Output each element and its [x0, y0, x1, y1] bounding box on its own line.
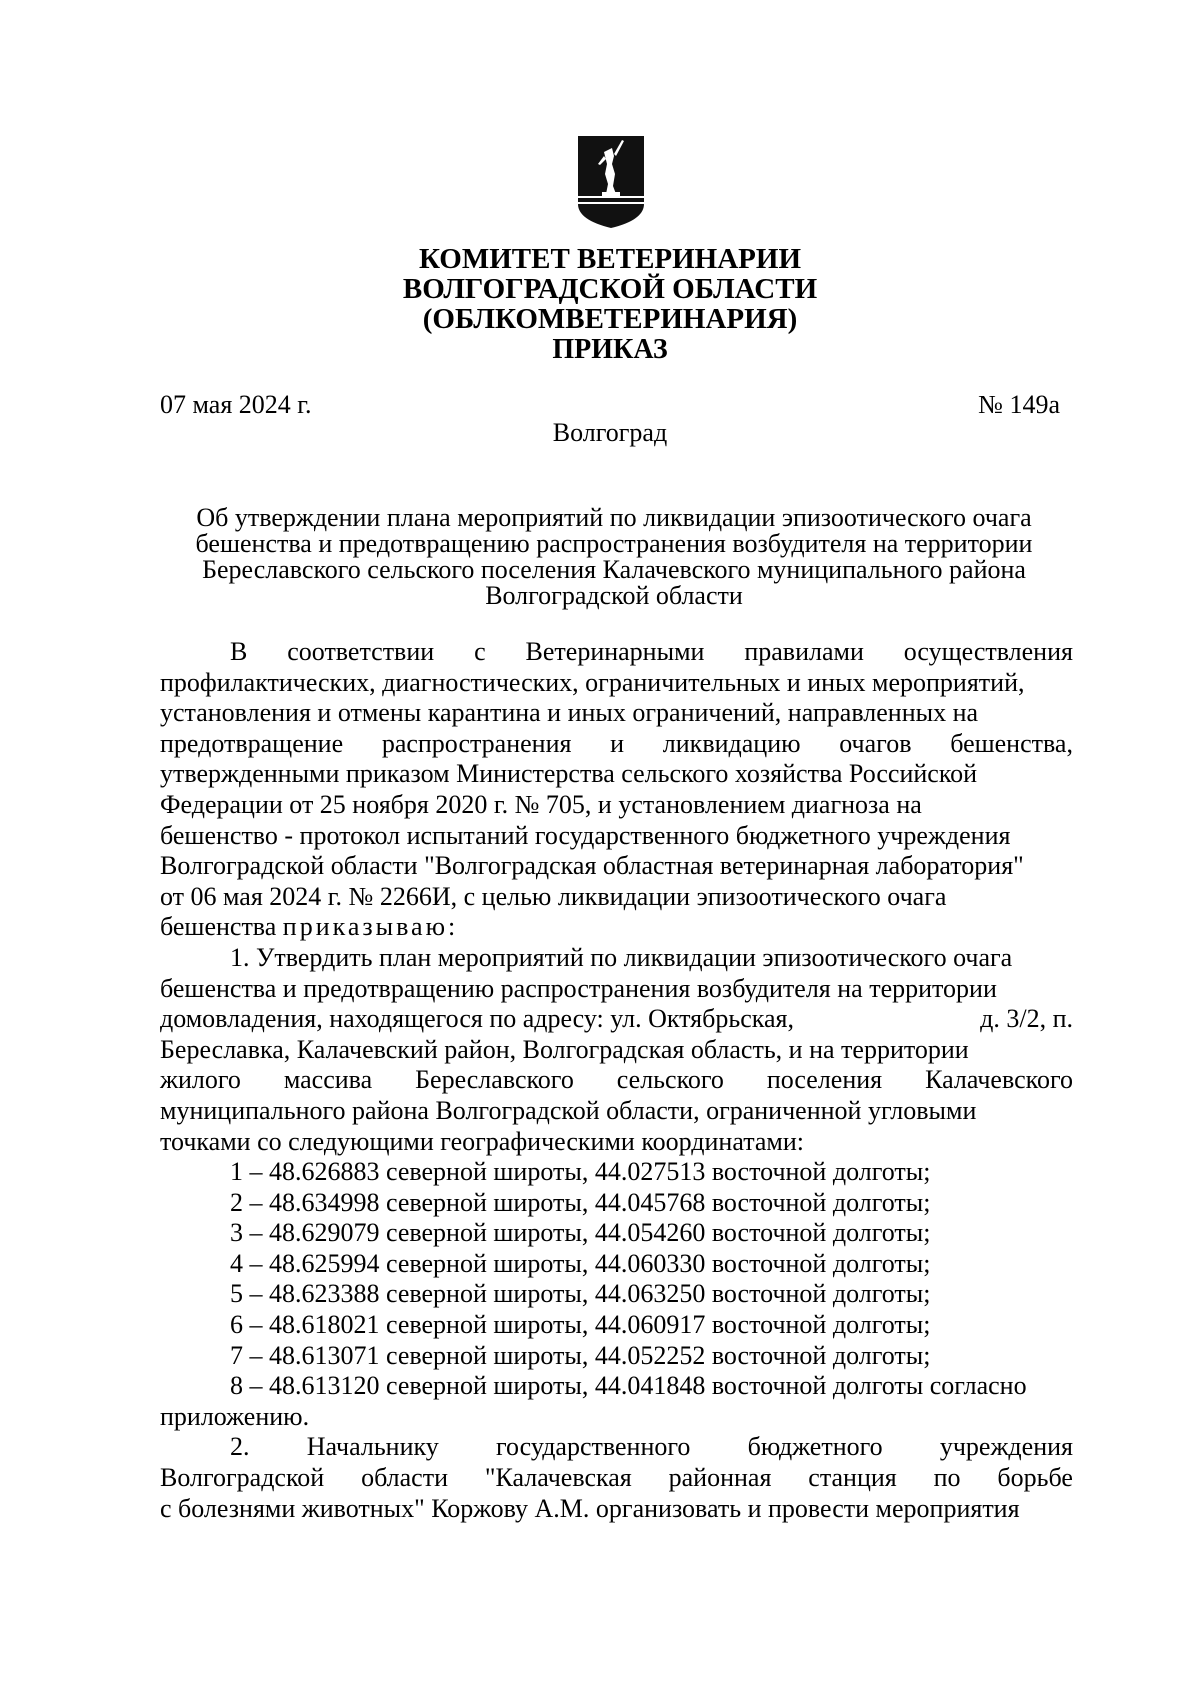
word: Волгоградской — [160, 1463, 325, 1493]
coordinate-line: 4 – 48.625994 северной широты, 44.060330 восточной долготы; — [230, 1248, 931, 1278]
word: В — [230, 637, 248, 666]
word: станция — [808, 1463, 897, 1493]
item1-line: приложению. — [160, 1401, 310, 1431]
word: по — [933, 1463, 961, 1493]
address-part: домовладения, находящегося по адресу: ул. Октябрьская, — [160, 1004, 795, 1034]
word: распространения — [381, 728, 572, 758]
subject-line: Об утверждении плана мероприятий по ликвидации эпизоотического очага — [196, 503, 1032, 532]
document-body — [160, 637, 1073, 1524]
word: бешенства, — [950, 728, 1073, 758]
word: и — [610, 728, 625, 758]
item1-line — [160, 1065, 1073, 1096]
subject-line: бешенства и предотвращению распространения возбудителя на территории — [195, 529, 1033, 558]
word: соответствии — [287, 637, 435, 666]
word: районная — [668, 1463, 772, 1493]
subject-line: Волгоградской области — [485, 581, 743, 610]
coordinate-line: 5 – 48.623388 северной широты, 44.063250 восточной долготы; — [230, 1279, 931, 1309]
preamble-line: утвержденными приказом Министерства сельского хозяйства Российской — [160, 759, 978, 789]
word: борьбе — [997, 1463, 1073, 1493]
word: Начальнику — [306, 1432, 439, 1462]
word: очагов — [839, 728, 912, 758]
document-date: 07 мая 2024 г. — [160, 390, 312, 419]
word: с — [474, 637, 486, 666]
preamble-line — [160, 637, 1073, 668]
word: массива — [283, 1065, 373, 1095]
word: правилами — [744, 637, 864, 666]
coordinate-line: 7 – 48.613071 северной широты, 44.052252 восточной долготы; — [230, 1340, 931, 1370]
item1-line: Береславка, Калачевский район, Волгоградская область, и на территории — [160, 1034, 969, 1064]
org-name-line-2: ВОЛГОГРАДСКОЙ ОБЛАСТИ — [402, 273, 818, 305]
word: государственного — [495, 1432, 691, 1462]
organization-header — [160, 244, 1060, 334]
word: Калачевского — [925, 1065, 1073, 1095]
word: предотвращение — [160, 728, 344, 758]
word: области — [361, 1463, 448, 1493]
item2-line — [160, 1432, 1073, 1463]
subject-line: Береславского сельского поселения Калачевского муниципального района — [202, 555, 1026, 584]
coordinate-line: 3 – 48.629079 северной широты, 44.054260 восточной долготы; — [230, 1218, 931, 1248]
word: Береславского — [415, 1065, 574, 1095]
document-number: № 149а — [978, 390, 1060, 419]
preamble-line: профилактических, диагностических, ограничительных и иных мероприятий, — [160, 667, 1025, 697]
document-type-title: ПРИКАЗ — [552, 334, 668, 365]
word: сельского — [616, 1065, 724, 1095]
preamble-line: установления и отмены карантина и иных ограничений, направленных на — [160, 698, 979, 728]
org-name-line-1: КОМИТЕТ ВЕТЕРИНАРИИ — [418, 243, 802, 275]
preamble-line — [160, 912, 1073, 943]
word: учреждения — [939, 1432, 1073, 1462]
word: 2. — [230, 1432, 250, 1462]
coordinate-line: 2 – 48.634998 северной широты, 44.045768 восточной долготы; — [230, 1187, 931, 1217]
document-city: Волгоград — [552, 418, 668, 447]
item1-line: точками со следующими географическими координатами: — [160, 1126, 805, 1156]
word: ликвидацию — [662, 728, 801, 758]
word: бешенства — [160, 912, 283, 942]
document-subject — [160, 505, 1068, 609]
item2-line: с болезнями животных" Коржову А.М. организовать и провести мероприятия — [160, 1493, 1020, 1523]
word: жилого — [160, 1065, 241, 1095]
word: осуществления — [903, 637, 1073, 666]
preamble-line: от 06 мая 2024 г. № 2266И, с целью ликвидации эпизоотического очага — [160, 881, 947, 911]
preamble-line: бешенство - протокол испытаний государственного бюджетного учреждения — [160, 820, 1011, 850]
item1-line: 1. Утвердить план мероприятий по ликвидации эпизоотического очага — [230, 942, 1013, 972]
item1-line: бешенства и предотвращению распространения возбудителя на территории — [160, 973, 997, 1003]
spaced-word: приказываю: — [282, 912, 459, 942]
org-name-line-3: (ОБЛКОМВЕТЕРИНАРИЯ) — [422, 303, 798, 335]
item1-line — [160, 1004, 1073, 1035]
preamble-line — [160, 729, 1073, 760]
word: бюджетного — [747, 1432, 883, 1462]
coordinate-line: 6 – 48.618021 северной широты, 44.060917 восточной долготы; — [230, 1310, 931, 1340]
preamble-line: Волгоградской области "Волгоградская областная ветеринарная лаборатория" — [160, 851, 1024, 881]
coordinate-line: 1 – 48.626883 северной широты, 44.027513 восточной долготы; — [230, 1157, 931, 1187]
word: Ветеринарными — [525, 637, 705, 666]
item1-line: муниципального района Волгоградской области, ограниченной угловыми — [160, 1095, 977, 1125]
coat-of-arms-icon — [574, 134, 648, 230]
item2-line — [160, 1463, 1073, 1494]
preamble-line: Федерации от 25 ноября 2020 г. № 705, и установлением диагноза на — [160, 789, 922, 819]
address-part: д. 3/2, п. — [980, 1004, 1073, 1034]
word: поселения — [766, 1065, 883, 1095]
coordinate-line: 8 – 48.613120 северной широты, 44.041848 восточной долготы согласно — [230, 1371, 1027, 1401]
word: "Калачевская — [484, 1463, 632, 1493]
